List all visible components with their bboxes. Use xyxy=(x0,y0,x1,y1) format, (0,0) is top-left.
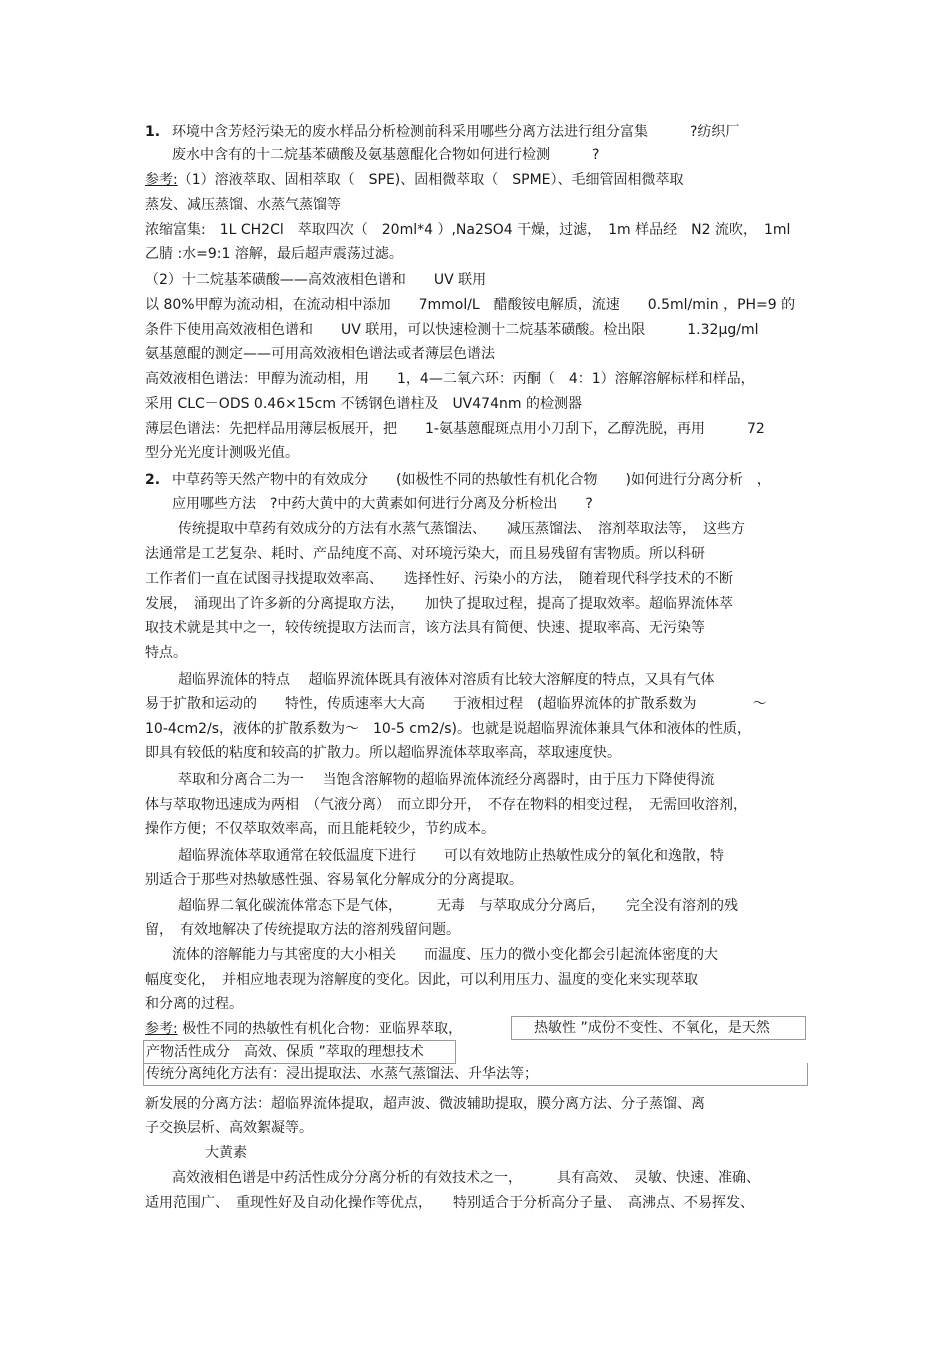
paragraph-1-line-4: 发展， 涌现出了许多新的分离提取方法， 加快了提取过程，提高了提取效率。超临界流体萃 xyxy=(145,596,733,612)
question-2-line-1: 中草药等天然产物中的有效成分 (如极性不同的热敏性有机化合物 )如何进行分离分析 ， xyxy=(172,472,771,488)
answer-1-line-12: 型分光光度计测吸光值。 xyxy=(145,445,299,461)
paragraph-1-line-1: 传统提取中草药有效成分的方法有水蒸气蒸馏法、 减压蒸馏法、 溶剂萃取法等， 这些方 xyxy=(178,521,745,537)
question-1-line-1: 环境中含芳烃污染无的废水样品分析检测前科采用哪些分离方法进行组分富集 ?纺织厂 xyxy=(172,124,740,140)
new-methods-line-2: 子交换层析、高效絮凝等。 xyxy=(145,1120,313,1136)
question-2-number: 2. xyxy=(145,472,161,488)
traditional-methods-line: 传统分离纯化方法有：浸出提取法、水蒸气蒸馏法、升华法等； xyxy=(146,1066,538,1082)
question-1-line-2: 废水中含有的十二烷基苯磺酸及氨基蒽醌化合物如何进行检测 ? xyxy=(172,147,600,163)
paragraph-6-line-1: 流体的溶解能力与其密度的大小相关 而温度、压力的微小变化都会引起流体密度的大 xyxy=(172,947,718,963)
paragraph-2-line-4: 即具有较低的粘度和较高的扩散力。所以超临界流体萃取率高，萃取速度快。 xyxy=(145,745,621,761)
answer-1-line-3: 浓缩富集: 1L CH2Cl 萃取四次（ 20ml*4 ）,Na2SO4 干燥，过滤， 1m 样品经 N2 流吹， 1ml xyxy=(145,222,791,238)
answer-1-line-7: 条件下使用高效液相色谱和 UV 联用，可以快速检测十二烷基苯磺酸。检出限 1.32μg/ml xyxy=(145,322,759,338)
paragraph-1-line-5: 取技术就是其中之一，较传统提取方法而言，该方法具有简便、快速、提取率高、无污染等 xyxy=(145,620,705,636)
note-box-2-text: 产物活性成分 高效、保质 ”萃取的理想技术 xyxy=(146,1044,424,1060)
reference-label-2: 参考: xyxy=(145,1021,178,1037)
reference-label: 参考: xyxy=(145,172,178,188)
paragraph-3-line-2: 体与萃取物迅速成为两相 （气液分离） 而立即分开， 不存在物料的相变过程， 无需回收溶剂， xyxy=(145,797,747,813)
question-2-line-2: 应用哪些方法 ?中药大黄中的大黄素如何进行分离及分析检出 ? xyxy=(172,496,593,512)
subheading-emodin: 大黄素 xyxy=(205,1145,247,1161)
paragraph-1-line-2: 法通常是工艺复杂、耗时、产品纯度不高、对环境污染大，而且易残留有害物质。所以科研 xyxy=(145,546,705,562)
answer-1-line-5: （2）十二烷基苯磺酸——高效液相色谱和 UV 联用 xyxy=(145,272,487,288)
paragraph-4-line-2: 别适合于那些对热敏感性强、容易氧化分解成分的分离提取。 xyxy=(145,872,523,888)
paragraph-4-line-1: 超临界流体萃取通常在较低温度下进行 可以有效地防止热敏性成分的氧化和逸散，特 xyxy=(178,848,724,864)
paragraph-3-line-1: 萃取和分离合二为一 当饱含溶解物的超临界流体流经分离器时，由于压力下降使得流 xyxy=(178,772,715,788)
new-methods-line-1: 新发展的分离方法：超临界流体提取，超声波、微波辅助提取，膜分离方法、分子蒸馏、离 xyxy=(145,1096,705,1112)
paragraph-5-line-1: 超临界二氧化碳流体常态下是气体， 无毒 与萃取成分分离后， 完全没有溶剂的残 xyxy=(178,898,738,914)
paragraph-2-line-1: 超临界流体的特点 超临界流体既具有液体对溶质有比较大溶解度的特点，又具有气体 xyxy=(178,672,715,688)
paragraph-5-line-2: 留， 有效地解决了传统提取方法的溶剂残留问题。 xyxy=(145,922,460,938)
paragraph-2-line-2: 易于扩散和运动的 特性，传质速率大大高 于液相过程 (超临界流体的扩散系数为 ～ xyxy=(145,696,767,712)
answer-1-line-2: 蒸发、减压蒸馏、水蒸气蒸馏等 xyxy=(145,197,341,213)
answer-1-line-4: 乙腈 :水=9:1 溶解，最后超声震荡过滤。 xyxy=(145,246,403,262)
note-box-1-text: 热敏性 ”成份不变性、不氧化，是天然 xyxy=(534,1020,770,1036)
hplc-paragraph-line-2: 适用范围广、 重现性好及自动化操作等优点， 特别适合于分析高分子量、 高沸点、不易挥发、 xyxy=(145,1195,754,1211)
paragraph-6-line-3: 和分离的过程。 xyxy=(145,996,243,1012)
paragraph-3-line-3: 操作方便；不仅萃取效率高，而且能耗较少，节约成本。 xyxy=(145,821,495,837)
paragraph-6-line-2: 幅度变化， 并相应地表现为溶解度的变化。因此，可以利用压力、温度的变化来实现萃取 xyxy=(145,972,698,988)
answer-1-line-1: 参考:（1）溶液萃取、固相萃取（ SPE)、固相微萃取（ SPME）、毛细管固相微萃取 xyxy=(145,172,684,188)
paragraph-2-line-3: 10-4cm2/s，液体的扩散系数为～ 10-5 cm2/s)。也就是说超临界流体兼具气体和液体的性质， xyxy=(145,721,751,737)
answer-1-line-6: 以 80%甲醇为流动相，在流动相中添加 7mmol/L 醋酸铵电解质，流速 0.5ml/min ，PH=9 的 xyxy=(145,297,796,313)
hplc-paragraph-line-1: 高效液相色谱是中药活性成分分离分析的有效技术之一， 具有高效、 灵敏、快速、准确、 xyxy=(172,1170,760,1186)
note-box-3 xyxy=(143,1063,808,1086)
note-box-2 xyxy=(143,1040,456,1064)
answer-1-line-9: 高效液相色谱法：甲醇为流动相，用 1，4—二氧六环：丙酮（ 4：1）溶解溶解标样和样品， xyxy=(145,371,755,387)
paragraph-1-line-3: 工作者们一直在试图寻找提取效率高、 选择性好、污染小的方法， 随着现代科学技术的不断 xyxy=(145,571,733,587)
note-box-1 xyxy=(511,1016,806,1040)
question-1-number: 1. xyxy=(145,124,161,140)
answer-1-line-11: 薄层色谱法：先把样品用薄层板展开，把 1-氨基蒽醌斑点用小刀刮下，乙醇洗脱，再用 72 xyxy=(145,421,765,437)
answer-1-line-10: 采用 CLC－ODS 0.46×15cm 不锈钢色谱柱及 UV474nm 的检测器 xyxy=(145,396,582,412)
answer-1-line-8: 氨基蒽醌的测定——可用高效液相色谱法或者薄层色谱法 xyxy=(145,346,495,362)
paragraph-1-line-6: 特点。 xyxy=(145,645,187,661)
reference-line: 参考: 极性不同的热敏性有机化合物：亚临界萃取， xyxy=(145,1021,463,1037)
